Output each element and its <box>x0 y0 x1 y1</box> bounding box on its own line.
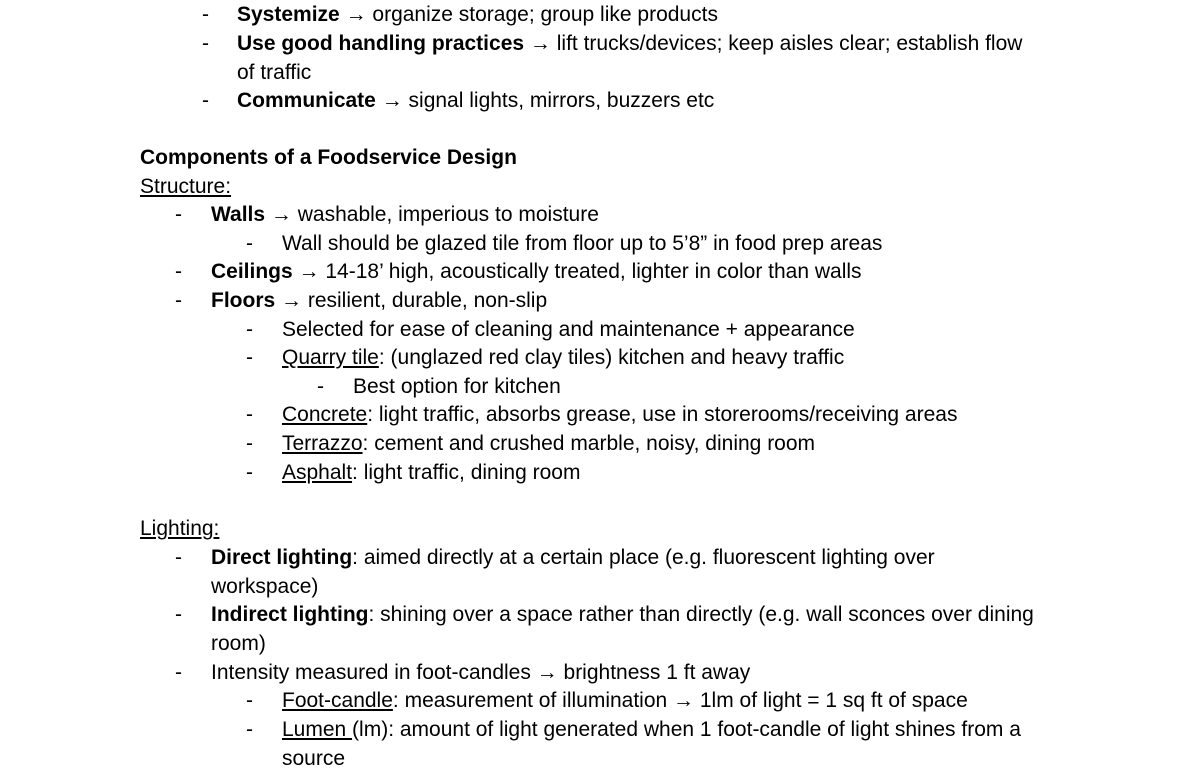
desc-footcandle: : measurement of illumination → 1lm of light = 1 sq ft of space <box>392 689 968 712</box>
bullet-dash: - <box>175 289 182 312</box>
lighting-label: Lighting: <box>140 517 220 540</box>
list-item-text <box>282 429 815 458</box>
desc-systemize: → organize storage; group like products <box>339 3 718 26</box>
section-heading: Components of a Foodservice Design <box>140 146 517 169</box>
bullet-dash: - <box>175 661 182 684</box>
term-communicate: Communicate <box>237 89 376 112</box>
bullet-dash: - <box>202 32 209 55</box>
list-item-text <box>282 686 968 715</box>
bullet-dash: - <box>246 232 253 255</box>
bullet-dash: - <box>175 203 182 226</box>
bullet-dash: - <box>246 318 253 341</box>
term-walls: Walls <box>211 203 266 226</box>
structure-label: Structure: <box>140 175 232 198</box>
desc-indirect-cont: room) <box>211 632 266 655</box>
desc-terrazzo: : cement and crushed marble, noisy, dining room <box>362 432 816 455</box>
list-item-text <box>282 458 580 487</box>
term-handling: Use good handling practices <box>237 32 525 55</box>
term-asphalt: Asphalt <box>282 461 353 484</box>
bullet-dash: - <box>246 461 253 484</box>
desc-handling-cont: of traffic <box>237 61 312 84</box>
list-item-text <box>237 86 714 115</box>
list-item-text <box>211 600 1034 629</box>
bullet-dash: - <box>317 375 324 398</box>
bullet-dash: - <box>246 689 253 712</box>
term-indirect: Indirect lighting <box>211 603 369 626</box>
list-item-text <box>211 257 862 286</box>
list-item-text <box>237 29 1022 58</box>
list-item-text <box>211 543 935 572</box>
desc-floors-sub1: Selected for ease of cleaning and maintenance + appearance <box>282 318 855 341</box>
desc-lumen-cont: source <box>282 747 346 770</box>
list-item-text <box>282 715 1021 744</box>
desc-floors: → resilient, durable, non-slip <box>275 289 548 312</box>
list-item-text <box>211 286 547 315</box>
term-concrete: Concrete <box>282 403 368 426</box>
desc-handling: → lift trucks/devices; keep aisles clear; establish flow <box>524 32 1023 55</box>
bullet-dash: - <box>175 260 182 283</box>
list-item-text <box>211 200 599 229</box>
term-systemize: Systemize <box>237 3 340 26</box>
desc-quarry: : (unglazed red clay tiles) kitchen and heavy traffic <box>378 346 845 369</box>
desc-walls: → washable, imperious to moisture <box>265 203 599 226</box>
list-item-text <box>237 0 718 29</box>
desc-indirect: : shining over a space rather than directly (e.g. wall sconces over dining <box>368 603 1034 626</box>
bullet-dash: - <box>202 3 209 26</box>
list-item-text <box>282 400 957 429</box>
term-floors: Floors <box>211 289 276 312</box>
bullet-dash: - <box>246 718 253 741</box>
desc-direct-cont: workspace) <box>211 575 319 598</box>
desc-quarry-sub: Best option for kitchen <box>353 375 561 398</box>
desc-walls-sub: Wall should be glazed tile from floor up to 5’8” in food prep areas <box>282 232 883 255</box>
term-quarry: Quarry tile <box>282 346 379 369</box>
list-item-text <box>282 343 844 372</box>
desc-asphalt: : light traffic, dining room <box>352 461 581 484</box>
bullet-dash: - <box>175 603 182 626</box>
term-lumen: Lumen <box>282 718 353 741</box>
desc-direct: : aimed directly at a certain place (e.g. fluorescent lighting over <box>352 546 935 569</box>
term-terrazzo: Terrazzo <box>282 432 363 455</box>
bullet-dash: - <box>202 89 209 112</box>
term-footcandle: Foot-candle <box>282 689 393 712</box>
bullet-dash: - <box>246 346 253 369</box>
desc-communicate: → signal lights, mirrors, buzzers etc <box>375 89 715 112</box>
desc-ceilings: → 14-18’ high, acoustically treated, lighter in color than walls <box>292 260 862 283</box>
term-ceilings: Ceilings <box>211 260 293 283</box>
term-direct: Direct lighting <box>211 546 353 569</box>
desc-intensity: Intensity measured in foot-candles → brightness 1 ft away <box>211 661 751 684</box>
bullet-dash: - <box>246 403 253 426</box>
bullet-dash: - <box>246 432 253 455</box>
desc-lumen: (lm): amount of light generated when 1 foot-candle of light shines from a <box>352 718 1021 741</box>
bullet-dash: - <box>175 546 182 569</box>
desc-concrete: : light traffic, absorbs grease, use in storerooms/receiving areas <box>367 403 958 426</box>
